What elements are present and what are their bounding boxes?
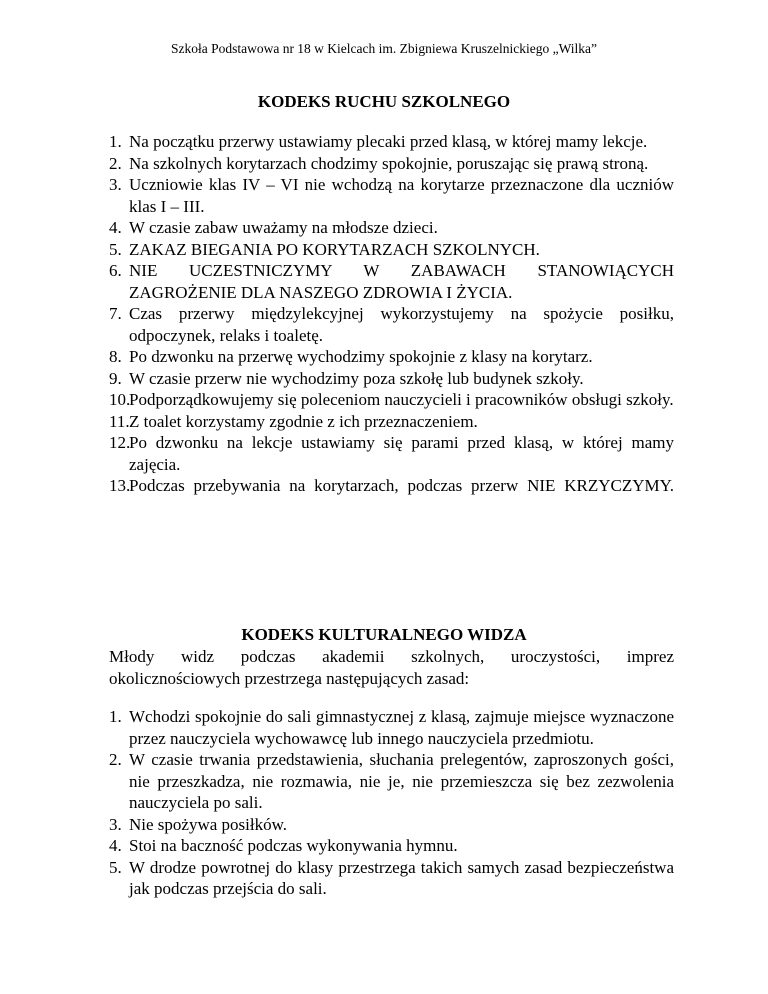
list-item-number: 4. (109, 836, 122, 855)
list-item (109, 475, 674, 497)
list-item (109, 260, 674, 303)
list-item (109, 857, 674, 900)
traffic-code-list (109, 131, 674, 497)
section-title-viewer-code: KODEKS KULTURALNEGO WIDZA (241, 625, 527, 644)
list-item-text: Czas przerwy międzylekcyjnej wykorzystujemy na spożycie posiłku, odpoczynek, relaks i toaletę. (129, 304, 674, 345)
list-item-number: 9. (109, 368, 122, 388)
list-item-text: Podporządkowujemy się poleceniom nauczycieli i pracowników obsługi szkoły. (129, 390, 674, 409)
list-item-text: W drodze powrotnej do klasy przestrzega takich samych zasad bezpieczeństwa jak podczas przejścia do sali. (129, 857, 674, 898)
list-item (109, 706, 674, 749)
list-item-number: 5. (109, 857, 122, 877)
list-item-number: 3. (109, 814, 122, 834)
list-item-text: Podczas przebywania na korytarzach, podczas przerw NIE KRZYCZYMY. (129, 476, 674, 495)
list-item-number: 2. (109, 153, 122, 173)
list-item-text: Nie spożywa posiłków. (129, 814, 288, 834)
list-item (109, 239, 674, 261)
list-item (109, 174, 674, 217)
section-title-traffic-code: KODEKS RUCHU SZKOLNEGO (257, 92, 511, 111)
list-item (109, 217, 674, 239)
list-item-text: Uczniowie klas IV – VI nie wchodzą na korytarze przeznaczone dla uczniów klas I – III. (129, 175, 674, 216)
list-item (109, 432, 674, 475)
list-item-number: 7. (109, 304, 122, 323)
list-item-text: Wchodzi spokojnie do sali gimnastycznej z klasą, zajmuje miejsce wyznaczone przez nauczyciela wychowawcę lub innego nauczyciela przedmiotu. (129, 707, 674, 748)
list-item (109, 368, 674, 390)
list-item-text: Po dzwonku na przerwę wychodzimy spokojnie z klasy na korytarz. (129, 347, 593, 366)
list-item (109, 131, 674, 153)
list-item-number: 3. (109, 175, 122, 194)
list-item-text: W czasie zabaw uważamy na młodsze dzieci. (129, 218, 438, 237)
page-header: Szkoła Podstawowa nr 18 w Kielcach im. Zbigniewa Kruszelnickiego „Wilka” (170, 41, 598, 56)
viewer-code-list (109, 706, 674, 900)
list-item-number: 2. (109, 750, 122, 769)
list-item-text: Po dzwonku na lekcje ustawiamy się parami przed klasą, w której mamy zajęcia. (129, 433, 674, 474)
list-item-text: Na szkolnych korytarzach chodzimy spokojnie, poruszając się prawą stroną. (129, 153, 649, 173)
list-item-text: Na początku przerwy ustawiamy plecaki przed klasą, w której mamy lekcje. (129, 132, 648, 151)
list-item-number: 12. (109, 433, 131, 452)
list-item-number: 13. (109, 476, 131, 495)
viewer-code-intro (109, 646, 674, 689)
list-item (109, 346, 674, 368)
intro-line: okolicznościowych przestrzega następujących zasad: (109, 668, 470, 688)
list-item (109, 749, 674, 814)
list-item-number: 8. (109, 347, 122, 366)
list-item (109, 303, 674, 346)
list-item-text: Stoi na baczność podczas wykonywania hymnu. (129, 836, 458, 855)
list-item-text: W czasie trwania przedstawienia, słuchania prelegentów, zaproszonych gości, nie przeszkadza, nie rozmawia, nie je, nie przemieszcza się bez zezwolenia nauczyciela po sali. (129, 750, 674, 812)
list-item-text: W czasie przerw nie wychodzimy poza szkołę lub budynek szkoły. (129, 368, 584, 388)
list-item-number: 5. (109, 239, 122, 259)
list-item-number: 6. (109, 261, 122, 280)
list-item (109, 835, 674, 857)
list-item-number: 4. (109, 218, 122, 237)
list-item-number: 1. (109, 132, 122, 151)
list-item (109, 389, 674, 411)
list-item-number: 10. (109, 390, 131, 409)
list-item-text: Z toalet korzystamy zgodnie z ich przeznaczeniem. (129, 411, 478, 431)
list-item-number: 11. (109, 411, 130, 431)
list-item-text: NIE UCZESTNICZYMY W ZABAWACH STANOWIĄCYCH ZAGROŻENIE DLA NASZEGO ZDROWIA I ŻYCIA. (129, 261, 674, 302)
intro-line: Młody widz podczas akademii szkolnych, uroczystości, imprez (109, 647, 674, 666)
list-item (109, 153, 674, 175)
list-item (109, 411, 674, 433)
list-item (109, 814, 674, 836)
list-item-text: ZAKAZ BIEGANIA PO KORYTARZACH SZKOLNYCH. (129, 239, 540, 259)
list-item-number: 1. (109, 707, 122, 726)
